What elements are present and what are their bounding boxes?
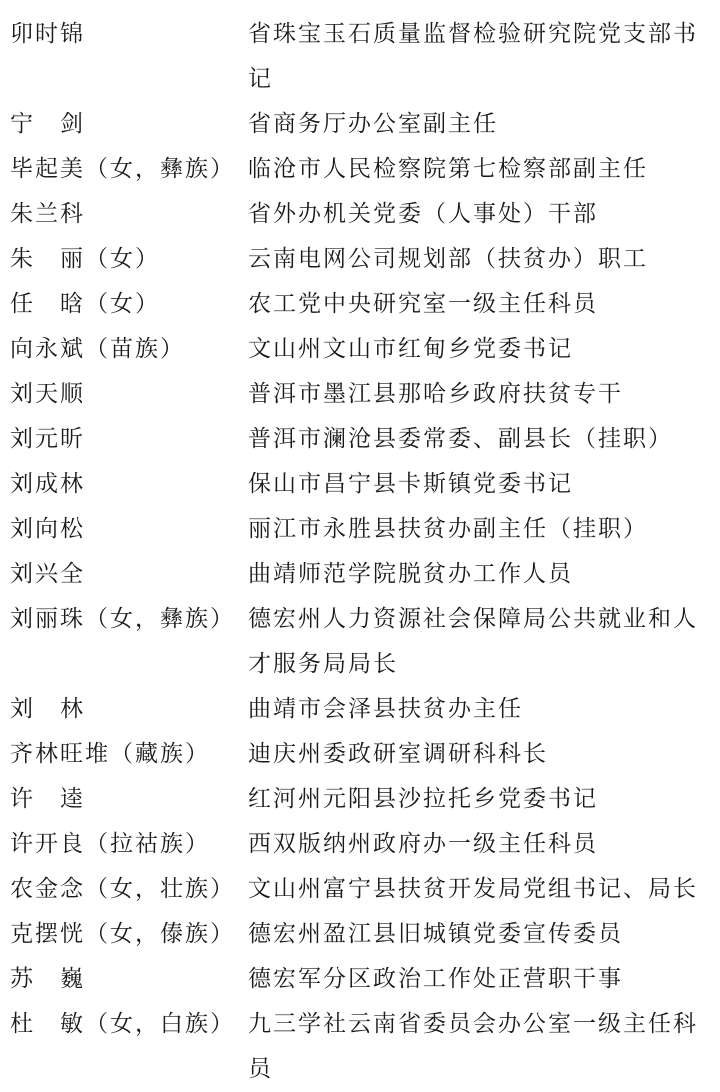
person-role: 普洱市墨江县那哈乡政府扶贫专干 <box>248 381 623 407</box>
person-role: 迪庆州委政研室调研科科长 <box>248 741 548 767</box>
person-role: 红河州元阳县沙拉托乡党委书记 <box>248 786 598 812</box>
person-role: 丽江市永胜县扶贫办副主任（挂职） <box>248 516 648 542</box>
person-name: 毕起美（女，彝族） <box>10 156 235 182</box>
list-item <box>0 462 720 507</box>
list-item <box>0 372 720 417</box>
list-item <box>0 327 720 372</box>
person-role: 文山州文山市红甸乡党委书记 <box>248 336 573 362</box>
person-name: 刘天顺 <box>10 381 85 407</box>
person-name: 向永斌（苗族） <box>10 336 185 362</box>
person-name: 苏 巍 <box>10 966 85 992</box>
list-item <box>0 867 720 912</box>
list-item <box>0 597 720 687</box>
person-name: 任 晗（女） <box>10 291 160 317</box>
list-item <box>0 12 720 102</box>
list-item <box>0 237 720 282</box>
personnel-list <box>0 12 720 1092</box>
person-name: 杜 敏（女，白族） <box>10 1011 235 1037</box>
person-role: 省商务厅办公室副主任 <box>248 111 498 137</box>
list-item <box>0 957 720 1002</box>
list-item <box>0 822 720 867</box>
person-name: 刘丽珠（女，彝族） <box>10 606 235 632</box>
list-item <box>0 282 720 327</box>
list-item <box>0 417 720 462</box>
list-item <box>0 732 720 777</box>
person-name: 克摆恍（女，傣族） <box>10 921 235 947</box>
list-item <box>0 192 720 237</box>
list-item <box>0 552 720 597</box>
person-name: 许开良（拉祜族） <box>10 831 210 857</box>
person-role: 临沧市人民检察院第七检察部副主任 <box>248 156 648 182</box>
person-role: 云南电网公司规划部（扶贫办）职工 <box>248 246 648 272</box>
person-name: 刘成林 <box>10 471 85 497</box>
person-role: 农工党中央研究室一级主任科员 <box>248 291 598 317</box>
person-role: 九三学社云南省委员会办公室一级主任科员 <box>248 1011 698 1082</box>
list-item <box>0 687 720 732</box>
person-name: 朱兰科 <box>10 201 85 227</box>
person-role: 省外办机关党委（人事处）干部 <box>248 201 598 227</box>
person-role: 德宏州盈江县旧城镇党委宣传委员 <box>248 921 623 947</box>
person-name: 齐林旺堆（藏族） <box>10 741 210 767</box>
person-name: 刘元昕 <box>10 426 85 452</box>
person-name: 朱 丽（女） <box>10 246 160 272</box>
person-name: 卯时锦 <box>10 21 85 47</box>
person-role: 文山州富宁县扶贫开发局党组书记、局长 <box>248 876 698 902</box>
person-role: 西双版纳州政府办一级主任科员 <box>248 831 598 857</box>
list-item <box>0 507 720 552</box>
list-item <box>0 102 720 147</box>
person-role: 曲靖师范学院脱贫办工作人员 <box>248 561 573 587</box>
list-item <box>0 1002 720 1092</box>
person-role: 曲靖市会泽县扶贫办主任 <box>248 696 523 722</box>
list-item <box>0 777 720 822</box>
person-name: 宁 剑 <box>10 111 85 137</box>
person-role: 保山市昌宁县卡斯镇党委书记 <box>248 471 573 497</box>
person-role: 普洱市澜沧县委常委、副县长（挂职） <box>248 426 673 452</box>
person-name: 刘 林 <box>10 696 85 722</box>
person-role: 德宏军分区政治工作处正营职干事 <box>248 966 623 992</box>
person-name: 许 逵 <box>10 786 85 812</box>
person-role: 德宏州人力资源社会保障局公共就业和人才服务局局长 <box>248 606 698 677</box>
person-name: 农金念（女，壮族） <box>10 876 235 902</box>
list-item <box>0 147 720 192</box>
person-name: 刘向松 <box>10 516 85 542</box>
person-role: 省珠宝玉石质量监督检验研究院党支部书记 <box>248 21 698 92</box>
person-name: 刘兴全 <box>10 561 85 587</box>
list-item <box>0 912 720 957</box>
